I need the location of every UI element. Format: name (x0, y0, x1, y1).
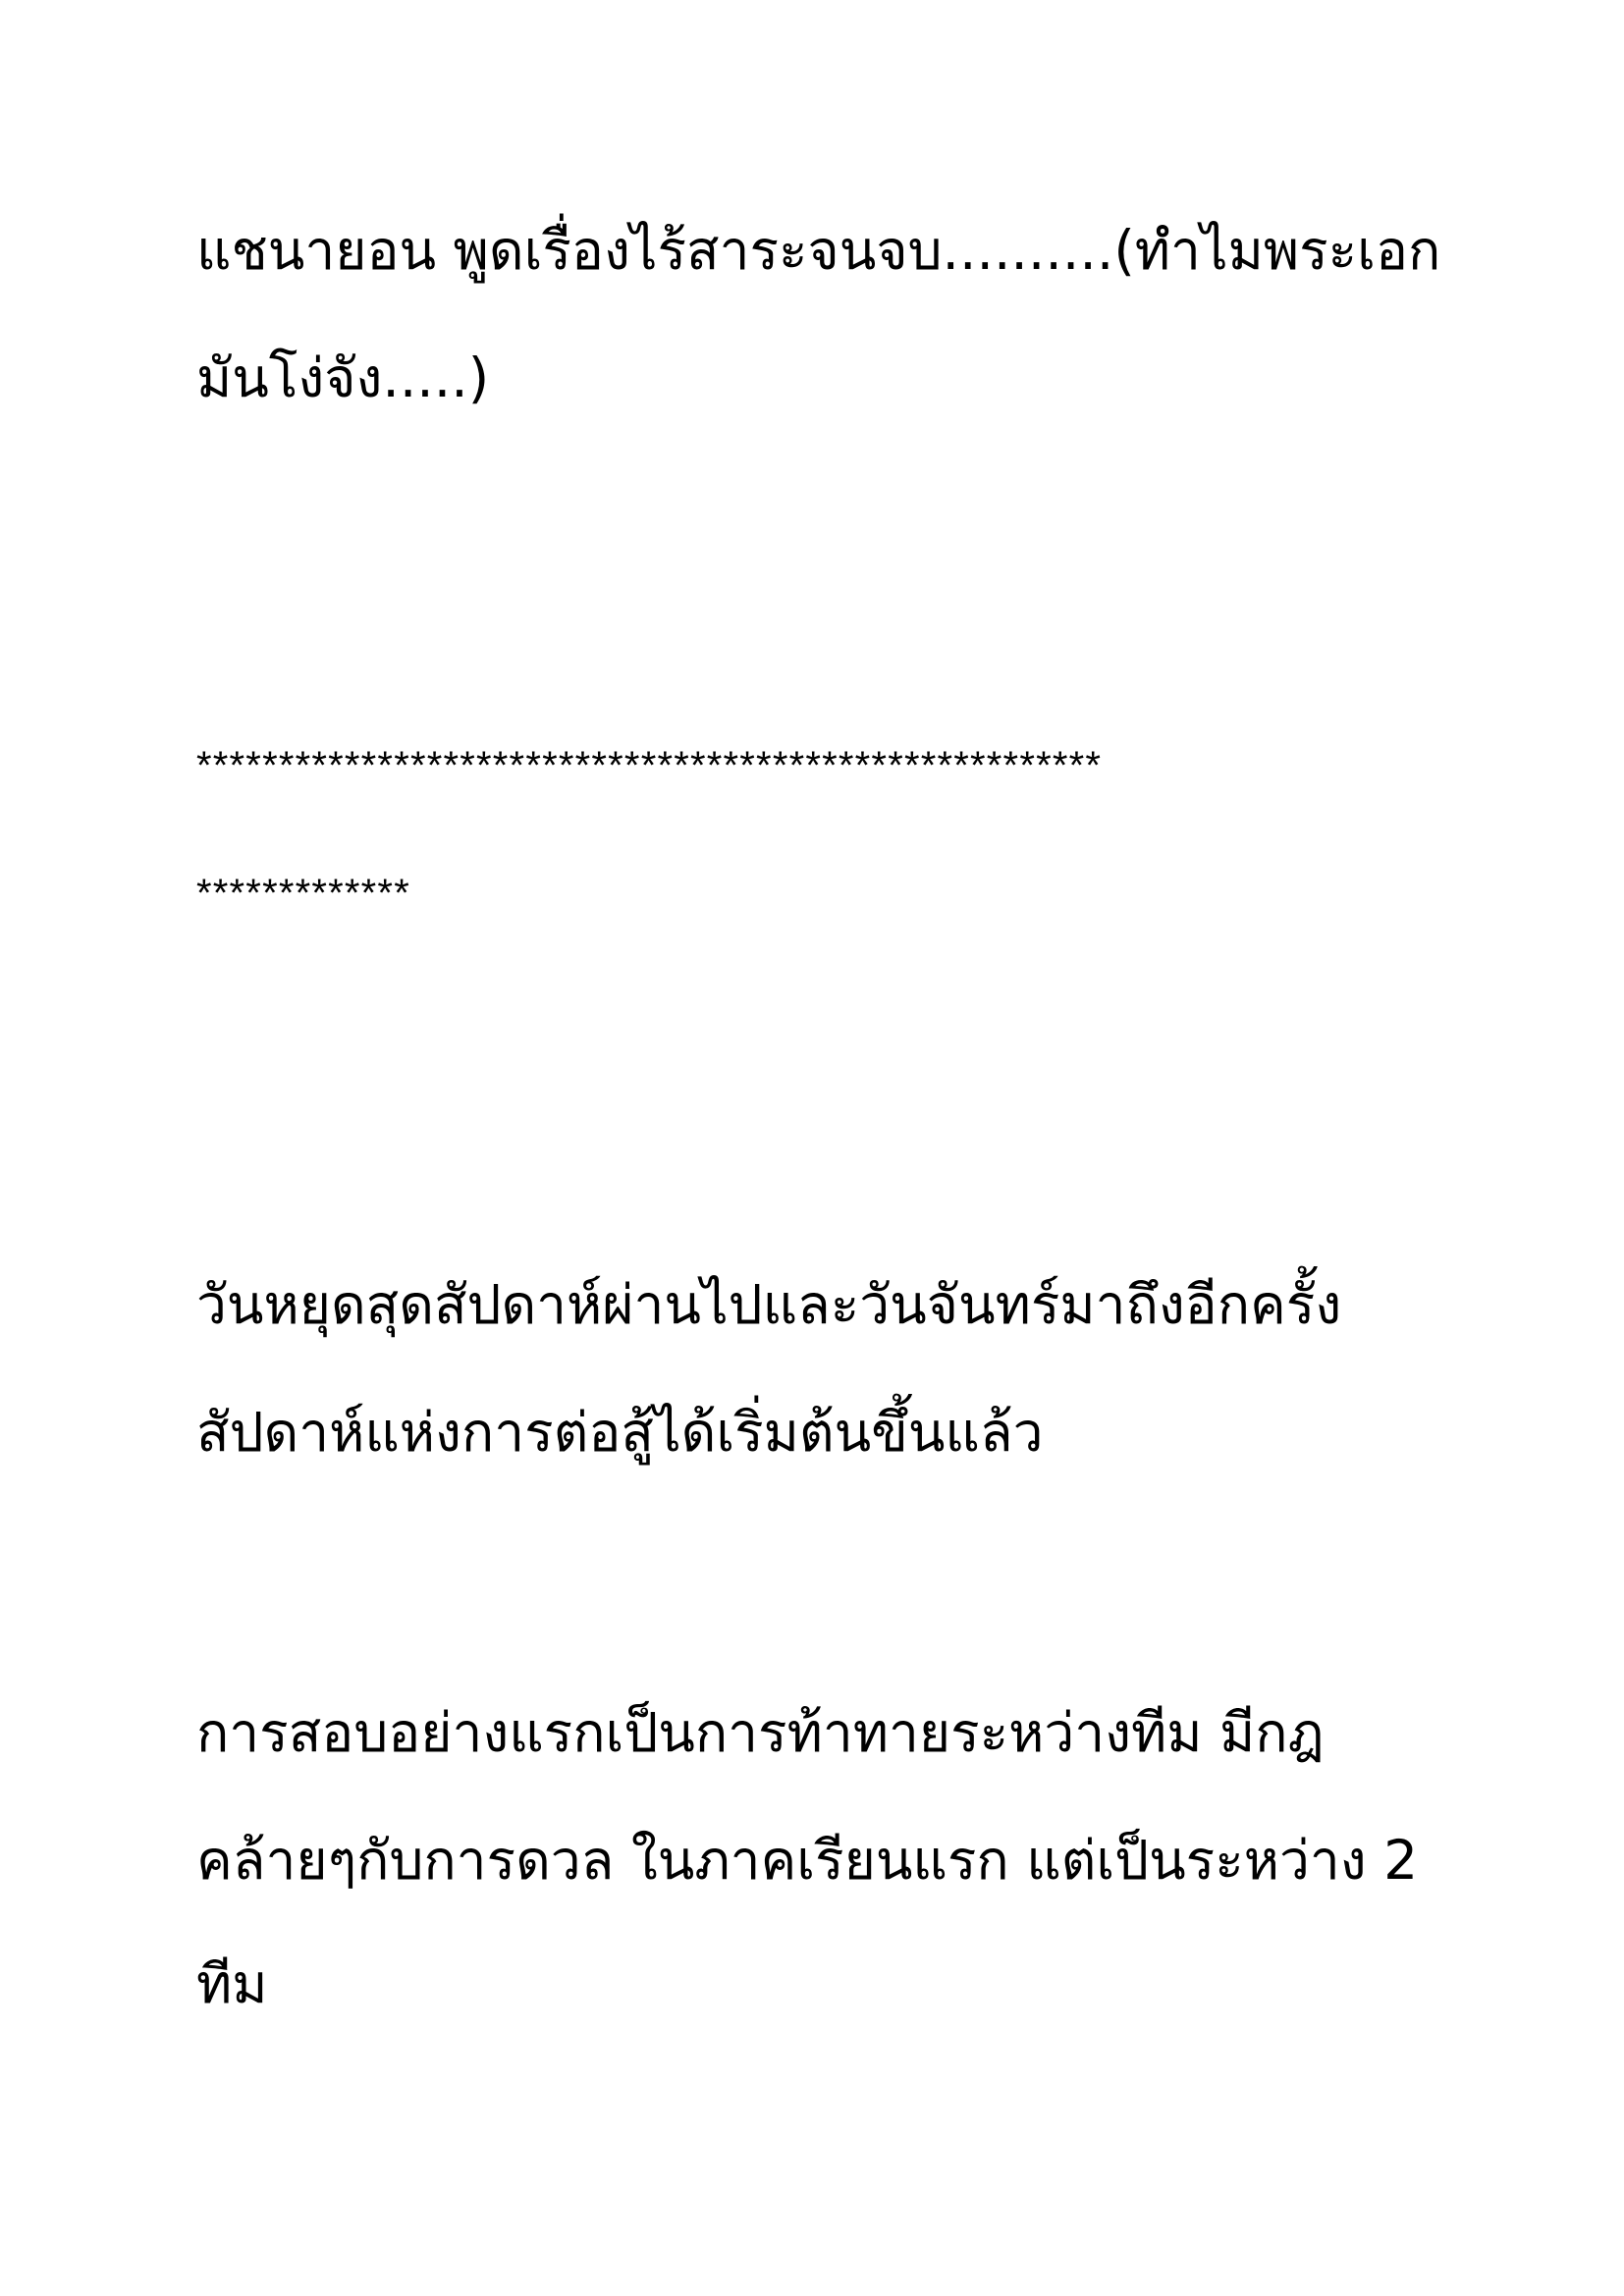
separator-line-1: ******************************************************* (196, 744, 1103, 787)
paragraph-3-line-3: ทีม (196, 1952, 268, 2015)
paragraph-2-line-1: วันหยุดสุดสัปดาห์ผ่านไปและวันจันทร์มาถึงอีกครั้ง (196, 1273, 1342, 1336)
paragraph-3-line-1: การสอบอย่างแรกเป็นการท้าทายระหว่างทีม มีกฎ (196, 1701, 1325, 1764)
paragraph-1-line-1: แชนายอน พูดเรื่องไร้สาระจนจบ..........(ทำไมพระเอก (196, 219, 1441, 282)
paragraph-1-line-2: มันโง่จัง.....) (196, 347, 490, 409)
separator-line-2: ************* (196, 872, 410, 915)
paragraph-3-line-2: คล้ายๆกับการดวล ในภาคเรียนแรก แต่เป็นระหว่าง 2 (196, 1829, 1419, 1892)
paragraph-2-line-2: สัปดาห์แห่งการต่อสู้ได้เริ่มต้นขึ้นแล้ว (196, 1401, 1044, 1464)
